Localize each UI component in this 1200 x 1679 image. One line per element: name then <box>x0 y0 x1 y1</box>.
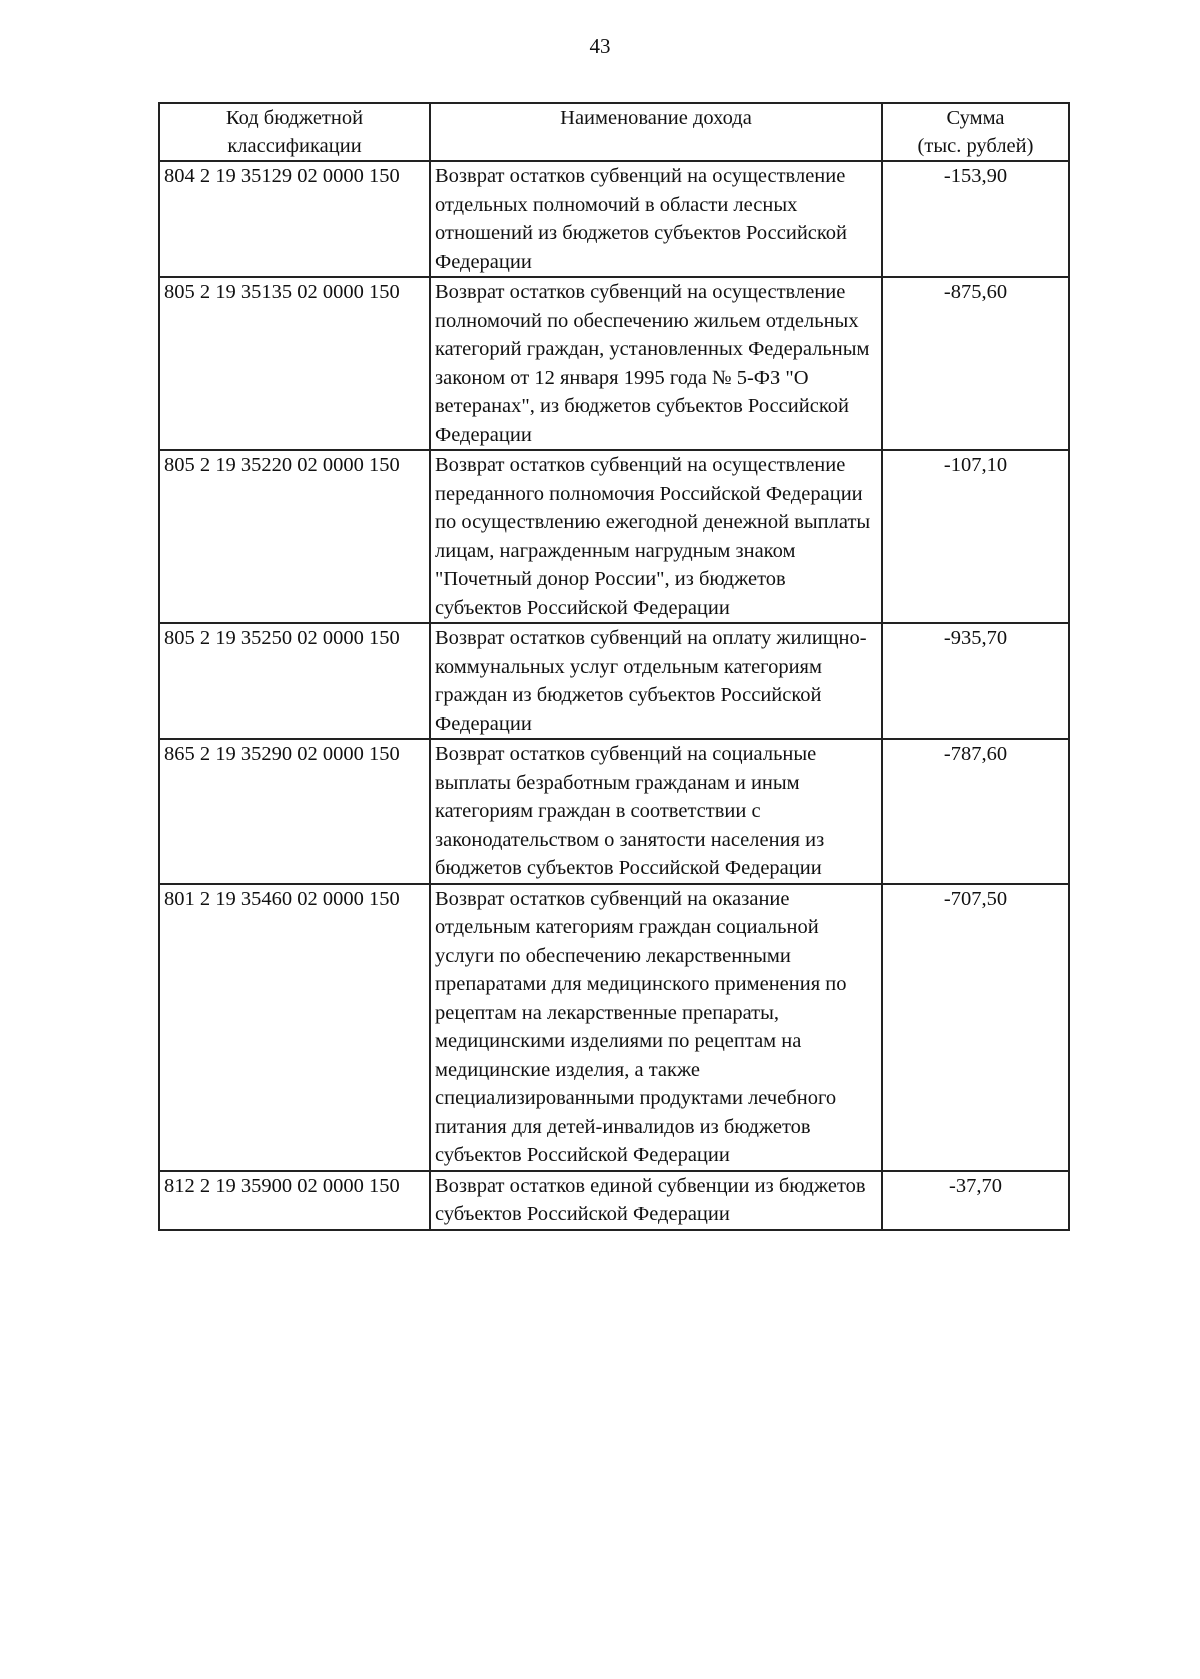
header-sum <box>882 103 1069 161</box>
row-code: 805 2 19 35250 02 0000 150 <box>159 623 430 739</box>
table-header <box>159 103 1069 161</box>
revenue-table <box>158 102 1070 1231</box>
header-code-line: Код бюджетной <box>225 107 364 129</box>
row-sum: -787,60 <box>882 739 1069 884</box>
row-sum: -707,50 <box>882 884 1069 1171</box>
header-row <box>159 103 1069 161</box>
row-name: Возврат остатков субвенций на осуществление полномочий по обеспечению жильем отдельных категорий граждан, установленных Федеральным законом от 12 января 1995 года № 5-ФЗ "О ветеранах", из бюджетов субъектов Российской Федерации <box>430 277 882 450</box>
row-code: 804 2 19 35129 02 0000 150 <box>159 161 430 277</box>
table-row <box>159 161 1069 277</box>
table-row <box>159 1171 1069 1230</box>
row-code: 812 2 19 35900 02 0000 150 <box>159 1171 430 1230</box>
row-name: Возврат остатков единой субвенции из бюджетов субъектов Российской Федерации <box>430 1171 882 1230</box>
table-row <box>159 450 1069 623</box>
row-sum: -875,60 <box>882 277 1069 450</box>
row-code: 801 2 19 35460 02 0000 150 <box>159 884 430 1171</box>
table-row <box>159 277 1069 450</box>
table-body <box>159 161 1069 1230</box>
row-sum: -107,10 <box>882 450 1069 623</box>
table-row <box>159 884 1069 1171</box>
header-sum-line: Сумма <box>946 107 1005 129</box>
row-name: Возврат остатков субвенций на оказание отдельным категориям граждан социальной услуги по обеспечению лекарственными препаратами для медицинского применения по рецептам на лекарственные препараты, медицинскими изделиями по рецептам на медицинские изделия, а также специализированными продуктами лечебного питания для детей-инвалидов из бюджетов субъектов Российской Федерации <box>430 884 882 1171</box>
table-row <box>159 623 1069 739</box>
header-name: Наименование дохода <box>430 103 882 161</box>
row-name: Возврат остатков субвенций на осуществление переданного полномочия Российской Федерации по осуществлению ежегодной денежной выплаты лицам, награжденным нагрудным знаком "Почетный донор России", из бюджетов субъектов Российской Федерации <box>430 450 882 623</box>
row-sum: -37,70 <box>882 1171 1069 1230</box>
header-code-line: классификации <box>227 135 362 157</box>
row-sum: -935,70 <box>882 623 1069 739</box>
row-name: Возврат остатков субвенций на социальные выплаты безработным гражданам и иным категориям граждан в соответствии с законодательством о занятости населения из бюджетов субъектов Российской Федерации <box>430 739 882 884</box>
row-name: Возврат остатков субвенций на осуществление отдельных полномочий в области лесных отношений из бюджетов субъектов Российской Федерации <box>430 161 882 277</box>
header-code <box>159 103 430 161</box>
page-number: 43 <box>589 34 611 58</box>
row-code: 805 2 19 35220 02 0000 150 <box>159 450 430 623</box>
table-row <box>159 739 1069 884</box>
row-code: 805 2 19 35135 02 0000 150 <box>159 277 430 450</box>
row-sum: -153,90 <box>882 161 1069 277</box>
row-name: Возврат остатков субвенций на оплату жилищно-коммунальных услуг отдельным категориям граждан из бюджетов субъектов Российской Федерации <box>430 623 882 739</box>
header-sum-line: (тыс. рублей) <box>917 135 1034 157</box>
row-code: 865 2 19 35290 02 0000 150 <box>159 739 430 884</box>
